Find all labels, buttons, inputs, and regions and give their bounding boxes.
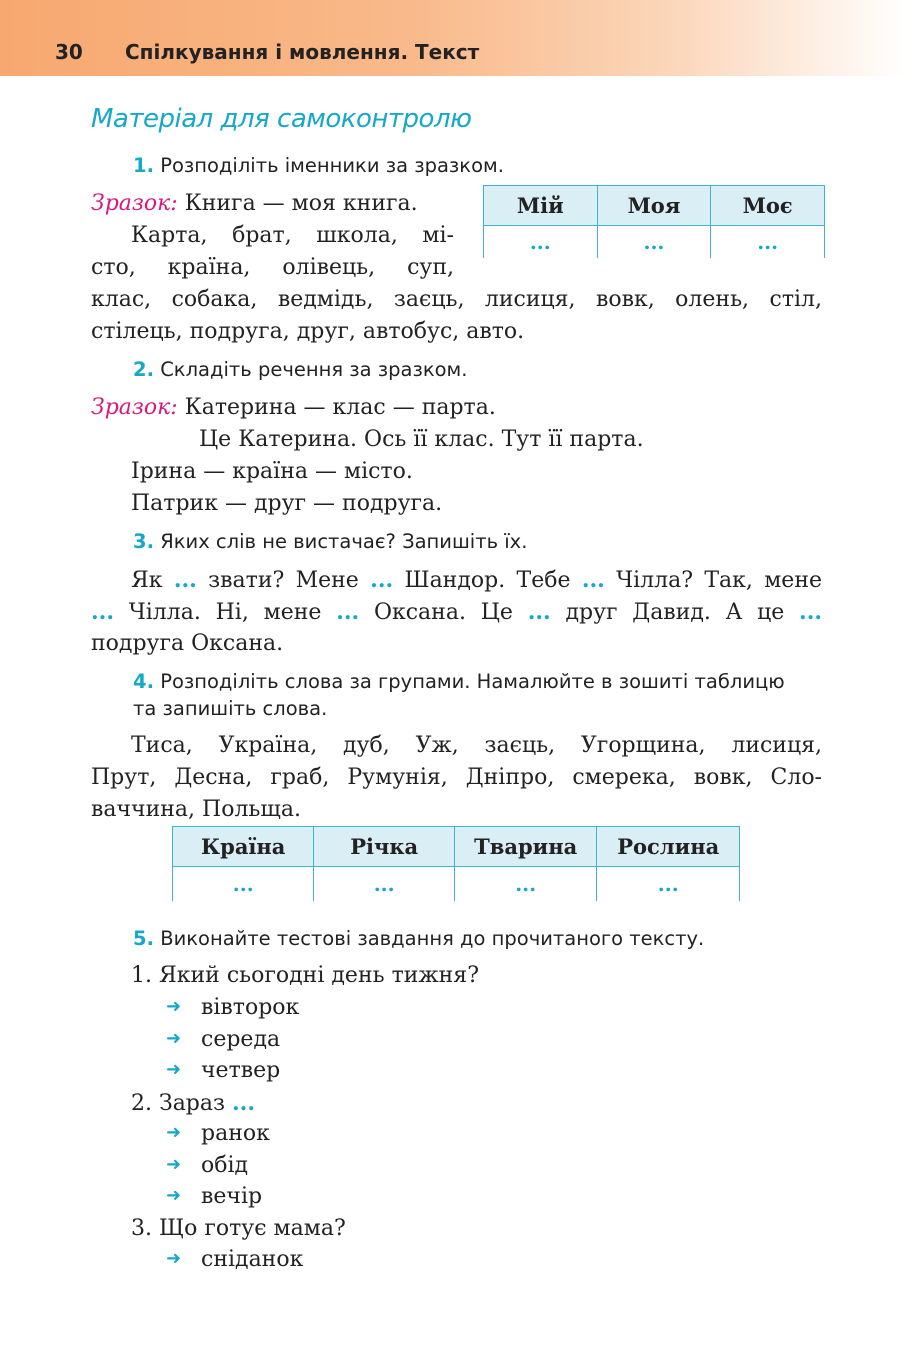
task-3-line-2	[91, 596, 822, 629]
task-2-instruction	[133, 358, 467, 381]
blank-dots: ...	[91, 599, 114, 625]
task-text: Складіть речення за зразком.	[160, 358, 468, 381]
table-cell: ...	[711, 226, 825, 258]
task-1-line-1: Карта, брат, школа, мі-	[131, 223, 454, 248]
task-number: 5.	[133, 927, 154, 950]
task-number: 2.	[133, 358, 154, 381]
task-1-table	[483, 185, 825, 258]
task-1-line-2: сто, країна, олівець, суп,	[91, 255, 454, 280]
table-cell: ...	[597, 867, 740, 901]
table-header: Моє	[711, 186, 825, 226]
task-number: 1.	[133, 154, 154, 177]
arrow-right-icon: ➜	[166, 1059, 182, 1080]
answer-option: вечір	[201, 1184, 263, 1209]
task-4-instruction-line-2: та запишіть слова.	[133, 697, 328, 720]
task-text: Виконайте тестові завдання до прочитаного тексту.	[160, 927, 705, 950]
question-text: 2. Зараз	[131, 1091, 232, 1116]
task-3-line-3: подруга Оксана.	[91, 631, 284, 656]
task-2-line-1: Ірина — країна — місто.	[131, 459, 413, 484]
table-header: Країна	[173, 827, 314, 867]
task-2-line-2: Патрик — друг — подруга.	[131, 491, 443, 516]
blank-dots: ...	[336, 599, 360, 625]
answer-option: сніданок	[201, 1247, 304, 1272]
question-1: 1. Який сьогодні день тижня?	[131, 963, 479, 988]
answer-option: середа	[201, 1027, 281, 1052]
task-4-line-3: ваччина, Польща.	[91, 797, 301, 822]
task-1-line-3: клас, собака, ведмідь, заєць, лисиця, вовк, олень, стіл,	[91, 287, 822, 312]
table-cell: ...	[597, 226, 711, 258]
table-header: Рослина	[597, 827, 740, 867]
blank-dots: ...	[173, 567, 197, 593]
text-segment: Шандор. Тебе	[393, 568, 582, 593]
task-text: Розподіліть іменники за зразком.	[160, 154, 504, 177]
section-title: Матеріал для самоконтролю	[91, 104, 472, 134]
page-header	[0, 0, 907, 76]
task-number: 3.	[133, 530, 154, 553]
text-segment: Як	[131, 568, 174, 593]
table-header: Мій	[484, 186, 598, 226]
sample-text: Катерина — клас — парта.	[177, 395, 496, 420]
arrow-right-icon: ➜	[166, 1248, 182, 1269]
task-text: Розподіліть слова за групами. Намалюйте в зошиті таблицю	[160, 670, 785, 693]
question-2	[131, 1087, 255, 1120]
sample-text: Книга — моя книга.	[177, 191, 418, 216]
table-header: Тварина	[454, 827, 597, 867]
blank-dots: ...	[370, 567, 394, 593]
task-2-sample	[91, 392, 496, 424]
task-3-line-1	[131, 564, 822, 597]
arrow-right-icon: ➜	[166, 1185, 182, 1206]
task-5-instruction	[133, 927, 704, 950]
arrow-right-icon: ➜	[166, 996, 182, 1017]
arrow-right-icon: ➜	[166, 1122, 182, 1143]
question-3: 3. Що готує мама?	[131, 1216, 346, 1241]
task-1-line-4: стілець, подруга, друг, автобус, авто.	[91, 319, 525, 344]
task-4-line-2: Прут, Десна, граб, Румунія, Дніпро, смерека, вовк, Сло-	[91, 765, 822, 790]
table-cell: ...	[173, 867, 314, 901]
blank-dots: ...	[799, 599, 823, 625]
arrow-right-icon: ➜	[166, 1154, 182, 1175]
text-segment: Оксана. Це	[359, 600, 528, 625]
answer-option: обід	[201, 1153, 249, 1178]
sample-label: Зразок:	[91, 395, 178, 420]
task-2-sample-line-2: Це Катерина. Ось її клас. Тут її парта.	[199, 427, 644, 452]
blank-dots: ...	[232, 1090, 255, 1116]
task-4-table	[172, 826, 740, 901]
answer-option: вівторок	[201, 995, 300, 1020]
blank-dots: ...	[527, 599, 551, 625]
table-header: Моя	[597, 186, 711, 226]
text-segment: звати? Мене	[196, 568, 371, 593]
sample-label: Зразок:	[91, 191, 178, 216]
answer-option: четвер	[201, 1058, 281, 1083]
task-4-instruction	[133, 670, 785, 693]
text-segment: друг Давид. А це	[550, 600, 800, 625]
task-1-sample	[91, 188, 418, 220]
task-3-instruction	[133, 530, 527, 553]
arrow-right-icon: ➜	[166, 1028, 182, 1049]
blank-dots: ...	[581, 567, 605, 593]
table-cell: ...	[484, 226, 598, 258]
task-1-instruction	[133, 154, 504, 177]
task-number: 4.	[133, 670, 154, 693]
page-number: 30	[55, 40, 83, 64]
answer-option: ранок	[201, 1121, 270, 1146]
table-cell: ...	[454, 867, 597, 901]
text-segment: Чілла. Ні, мене	[113, 600, 337, 625]
running-title: Спілкування і мовлення. Текст	[125, 40, 480, 64]
table-header: Річка	[314, 827, 454, 867]
text-segment: Чілла? Так, мене	[604, 568, 823, 593]
task-4-line-1: Тиса, Україна, дуб, Уж, заєць, Угорщина, лисиця,	[131, 733, 822, 758]
table-cell: ...	[314, 867, 454, 901]
task-text: Яких слів не вистачає? Запишіть їх.	[160, 530, 528, 553]
